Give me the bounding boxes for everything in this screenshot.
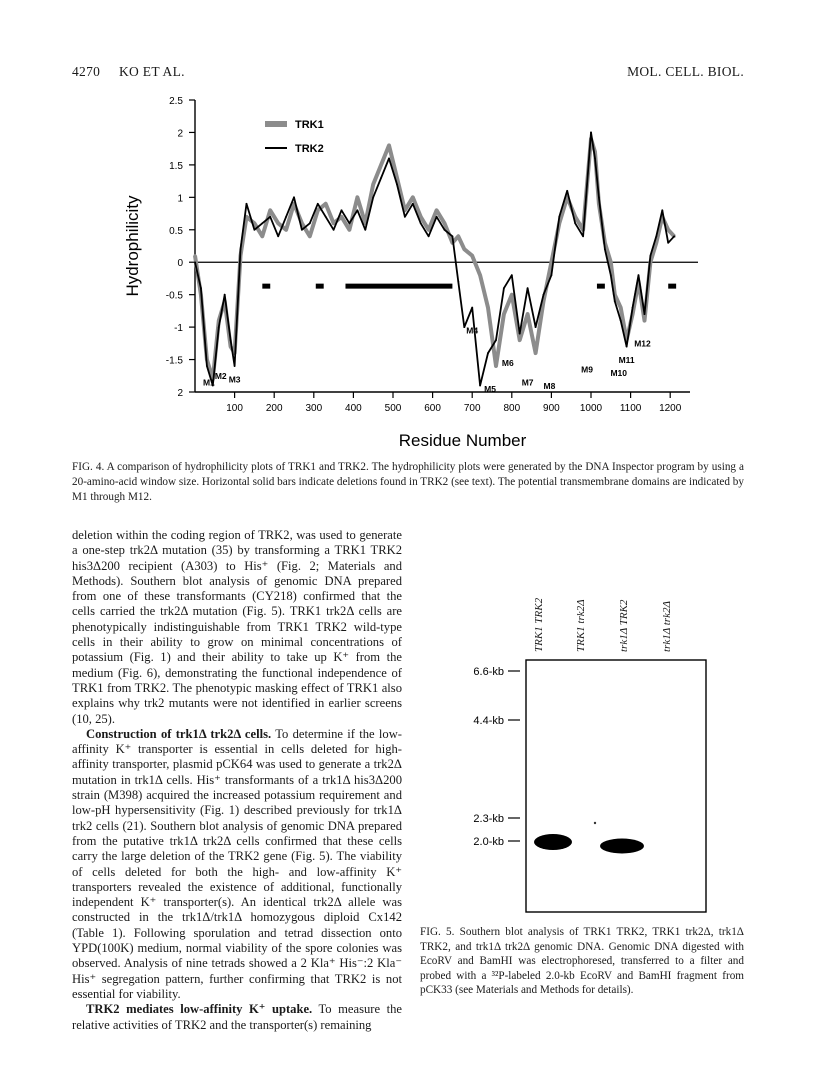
data-point-trk2 (558, 216, 560, 218)
data-point-trk1 (372, 183, 375, 186)
data-point-trk2 (333, 229, 335, 231)
tm-domain-label: M7 (521, 377, 534, 388)
data-point-trk1 (518, 338, 521, 341)
blot-membrane (526, 660, 706, 912)
hydrophilicity-chart (120, 88, 720, 458)
y-tick-label: 0.5 (169, 225, 183, 237)
y-tick-label: 0 (177, 258, 183, 270)
y-tick-label: -1 (174, 323, 183, 335)
data-point-trk1 (619, 306, 622, 309)
data-point-trk2 (610, 274, 612, 276)
data-point-trk2 (349, 222, 351, 224)
y-tick-label: 1.5 (169, 160, 183, 172)
y-tick-label: 2 (177, 388, 183, 399)
data-point-trk1 (486, 306, 489, 309)
deletion-bar (668, 284, 676, 289)
tm-domain-label: M11 (618, 354, 635, 365)
data-point-trk2 (667, 242, 669, 244)
data-point-trk2 (285, 216, 287, 218)
data-point-trk2 (614, 300, 616, 302)
data-point-trk2 (638, 274, 640, 276)
lane-label: trk1Δ TRK2 (618, 599, 630, 652)
data-point-trk2 (341, 209, 343, 211)
data-point-trk1 (667, 228, 670, 231)
data-point-trk2 (444, 229, 446, 231)
data-point-trk2 (650, 255, 652, 257)
data-point-trk2 (574, 222, 576, 224)
data-point-trk2 (246, 203, 248, 205)
data-point-trk1 (457, 235, 460, 238)
running-authors: KO ET AL. (119, 64, 185, 79)
fig5-caption: FIG. 5. Southern blot analysis of TRK1 TRK2, TRK1 trk2Δ, trk1Δ TRK2, and trk1Δ trk2Δ genomic DNA. Genomic DNA digested with EcoRV and BamHI was electrophoresed, transferred to a filter and probed with a ³²P-labeled 2.0-kb EcoRV and BamHI fragment from pCK33 (see Materials and Methods for details). (420, 926, 744, 996)
data-point-trk1 (534, 351, 537, 354)
data-point-trk1 (609, 261, 612, 264)
data-point-trk2 (471, 307, 473, 309)
lane-label: TRK1 trk2Δ (575, 599, 587, 652)
data-point-trk2 (380, 177, 382, 179)
x-tick-label: 1000 (579, 403, 603, 414)
data-point-trk1 (502, 313, 505, 316)
marker-label: 2.0-kb (473, 836, 504, 848)
data-point-trk2 (511, 274, 513, 276)
tm-domain-label: M8 (543, 380, 556, 391)
y-tick-label: -0.5 (165, 290, 183, 302)
data-point-trk2 (269, 216, 271, 218)
data-point-trk2 (420, 222, 422, 224)
data-point-trk2 (412, 203, 414, 205)
marker-label: 4.4-kb (473, 715, 504, 727)
data-point-trk2 (206, 365, 208, 367)
data-point-trk2 (626, 346, 628, 348)
data-point-trk2 (503, 287, 505, 289)
data-point-trk2 (463, 326, 465, 328)
x-tick-label: 900 (543, 403, 560, 414)
marker-label: 6.6-kb (473, 666, 504, 678)
x-tick-label: 400 (345, 403, 362, 414)
data-point-trk1 (277, 222, 280, 225)
data-point-trk2 (364, 229, 366, 231)
data-point-trk2 (590, 132, 592, 134)
data-point-trk2 (452, 235, 454, 237)
data-point-trk2 (436, 216, 438, 218)
lane-label: trk1Δ trk2Δ (661, 601, 673, 652)
y-tick-label: 2.5 (169, 96, 183, 107)
data-point-trk2 (604, 248, 606, 250)
data-point-trk2 (661, 209, 663, 211)
series-line-trk2 (195, 132, 674, 385)
data-point-trk2 (230, 339, 232, 341)
y-tick-label: -1.5 (165, 355, 183, 367)
data-point-trk2 (218, 326, 220, 328)
deletion-bar (345, 284, 452, 289)
data-point-trk2 (457, 281, 459, 283)
x-tick-label: 700 (463, 403, 481, 414)
data-point-trk2 (644, 313, 646, 315)
data-point-trk2 (566, 190, 568, 192)
data-point-trk1 (380, 163, 383, 166)
data-point-trk2 (301, 229, 303, 231)
data-point-trk1 (284, 228, 287, 231)
data-point-trk2 (673, 235, 675, 237)
data-point-trk2 (293, 196, 295, 198)
data-point-trk1 (316, 209, 319, 212)
data-point-trk1 (387, 144, 390, 147)
data-point-trk1 (510, 293, 513, 296)
paragraph-text: To measure the relative activities of TRK2 and the transporter(s) remaining (72, 1002, 402, 1032)
data-point-trk2 (655, 235, 657, 237)
paragraph (72, 727, 402, 1002)
data-point-trk1 (324, 202, 327, 205)
data-point-trk1 (427, 228, 430, 231)
legend-label-trk1: TRK1 (295, 119, 324, 131)
data-point-trk2 (240, 248, 242, 250)
x-axis-title: Residue Number (398, 431, 527, 450)
tm-domain-label: M1 (202, 377, 215, 388)
data-point-trk2 (224, 294, 226, 296)
x-tick-label: 500 (384, 403, 402, 414)
southern-blot-image (468, 658, 718, 918)
data-point-trk1 (411, 196, 414, 199)
data-point-trk2 (582, 235, 584, 237)
data-point-trk2 (495, 339, 497, 341)
fig5-lane-labels (525, 540, 715, 660)
data-point-trk2 (200, 287, 202, 289)
y-tick-label: 1 (177, 193, 183, 205)
x-tick-label: 100 (226, 403, 243, 414)
page-number: 4270 (72, 64, 101, 79)
x-tick-label: 300 (305, 403, 323, 414)
x-tick-label: 1100 (619, 403, 642, 414)
data-point-trk1 (479, 274, 482, 277)
data-point-trk1 (463, 248, 466, 251)
data-point-trk2 (632, 307, 634, 309)
x-tick-label: 1200 (659, 403, 682, 414)
data-point-trk2 (594, 158, 596, 160)
paragraph: deletion within the coding region of TRK2, was used to generate a one-step trk2Δ mutation (35) by transforming a TRK1 TRK2 his3Δ200 recipient (A303) to His⁺ (Fig. 2; Materials and Methods). Southern blot analysis of genomic DNA prepared from one of these transformants (CY218) confirmed that the cells carried the trk2Δ mutation (Fig. 5). TRK1 trk2Δ cells are phenotypically indistinguishable from TRK1 TRK2 wild-type cells in their ability to grow on minimal concentrations of potassium (Fig. 1) and their ability to take up K⁺ from the medium (Fig. 6), demonstrating the functional independence of TRK1 from TRK2. The phenotypic masking effect of TRK1 also explains why trk2 mutants were not identified in earlier screens (10, 25). (72, 528, 402, 726)
deletion-bar (597, 284, 605, 289)
data-point-trk2 (194, 261, 196, 263)
fig4-caption: FIG. 4. A comparison of hydrophilicity plots of TRK1 and TRK2. The hydrophilicity plots were generated by the DNA Inspector program by using a 20-amino-acid window size. Horizontal solid bars indicate deletions found in TRK2 (see text). The potential transmembrane domains are indicated by M1 through M12. (72, 461, 744, 503)
tm-domain-label: M2 (214, 371, 227, 382)
deletion-bar (316, 284, 324, 289)
data-point-trk2 (388, 158, 390, 160)
section-heading: Construction of trk1Δ trk2Δ cells. (86, 726, 272, 741)
tm-domain-label: M5 (484, 384, 496, 394)
y-axis-title: Hydrophilicity (123, 195, 142, 297)
data-point-trk2 (404, 216, 406, 218)
data-point-trk2 (428, 235, 430, 237)
data-point-trk1 (356, 196, 359, 199)
data-point-trk2 (598, 196, 600, 198)
tm-domain-label: M12 (634, 338, 651, 349)
x-tick-label: 800 (503, 403, 521, 414)
data-point-trk2 (356, 209, 358, 211)
data-point-trk2 (519, 333, 521, 335)
data-point-trk2 (543, 294, 545, 296)
paragraph-text: To determine if the low-affinity K⁺ transporter is essential in cells deleted for high-affinity transporter, plasmid pCK64 was used to generate a trk2Δ mutation in trk1Δ cells. His⁺ transformants of a trk1Δ his3Δ200 strain (M398) acquired the increased potassium requirement and low-pH hypersensitivity (Fig. 1) described previously for trk1Δ trk2 cells (21). Southern blot analysis of genomic DNA prepared from the putative trk1Δ trk2Δ cells confirmed that these cells carry the large deletion of the TRK2 gene (Fig. 5). The viability of cells deleted for both the high- and low-affinity K⁺ transporters revealed the existence of additional, functionally independent K⁺ transporter(s). An identical trk2Δ allele was constructed in the trk1Δ/trk1Δ homozygous diploid Cx142 (Table 1). Following sporulation and tetrad dissection onto YPD(100K) medium, normal viability of the spore colonies was observed. Analysis of nine tetrads showed a 2 Kla⁺ His⁻:2 Kla⁻ His⁺ segregation pattern, further confirming that TRK2 is not essential for viability. (72, 726, 402, 1001)
data-point-trk2 (527, 287, 529, 289)
tm-domain-label: M4 (466, 325, 479, 336)
data-point-trk2 (309, 222, 311, 224)
body-text-column (72, 528, 402, 1033)
data-point-trk1 (269, 209, 272, 212)
data-point-trk1 (419, 215, 422, 218)
deletion-bar (262, 284, 270, 289)
data-point-trk1 (261, 235, 264, 238)
data-point-trk2 (372, 196, 374, 198)
marker-label: 2.3-kb (473, 813, 504, 825)
data-point-trk2 (396, 183, 398, 185)
data-point-trk2 (551, 274, 553, 276)
data-point-trk1 (340, 215, 343, 218)
data-point-trk1 (332, 222, 335, 225)
data-point-trk2 (317, 203, 319, 205)
blot-band-lane3 (600, 839, 644, 854)
tm-domain-label: M3 (228, 374, 241, 385)
data-point-trk2 (479, 385, 481, 387)
data-point-trk1 (193, 254, 196, 257)
data-point-trk2 (325, 216, 327, 218)
data-point-trk1 (308, 235, 311, 238)
tm-domain-label: M6 (501, 358, 514, 369)
data-point-trk1 (526, 313, 529, 316)
data-point-trk2 (261, 222, 263, 224)
data-point-trk2 (254, 229, 256, 231)
tm-domain-label: M10 (610, 367, 627, 378)
blot-band-lane1 (534, 834, 572, 850)
x-tick-label: 200 (265, 403, 283, 414)
data-point-trk1 (471, 254, 474, 257)
data-point-trk2 (234, 365, 236, 367)
blot-speck (594, 822, 596, 824)
data-point-trk1 (348, 228, 351, 231)
data-point-trk1 (443, 222, 446, 225)
data-point-trk1 (435, 209, 438, 212)
data-point-trk2 (535, 326, 537, 328)
section-heading: TRK2 mediates low-affinity K⁺ uptake. (86, 1002, 313, 1017)
data-point-trk2 (277, 235, 279, 237)
data-point-trk1 (494, 364, 497, 367)
lane-label: TRK1 TRK2 (533, 597, 545, 652)
journal-name: MOL. CELL. BIOL. (627, 64, 744, 79)
tm-domain-label: M9 (581, 364, 593, 375)
data-point-trk1 (643, 319, 646, 322)
y-tick-label: 2 (177, 128, 183, 140)
paragraph (72, 1002, 402, 1033)
x-tick-label: 600 (424, 403, 441, 414)
data-point-trk2 (620, 320, 622, 322)
data-point-trk2 (487, 352, 489, 354)
legend-label-trk2: TRK2 (295, 143, 324, 155)
